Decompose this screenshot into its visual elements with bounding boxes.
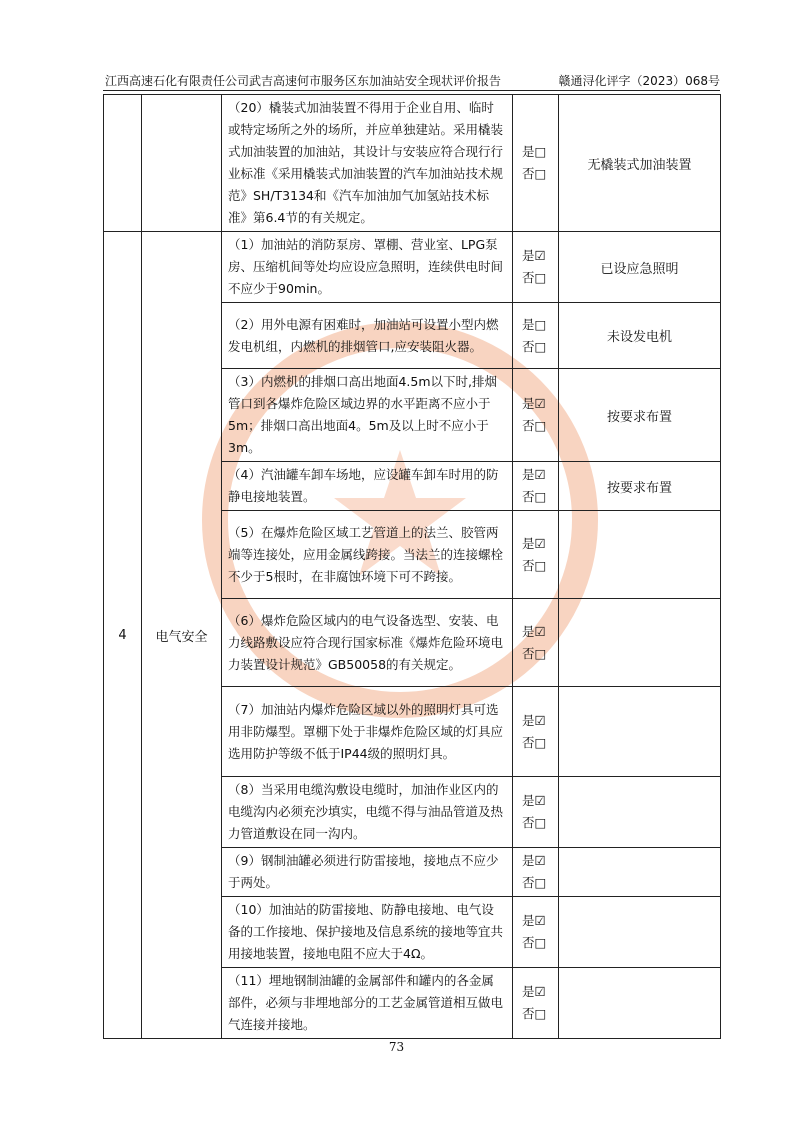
check-item-text: （2）用外电源有困难时，加油站可设置小型内燃发电机组，内燃机的排烟管口,应安装阻火器。 <box>222 303 513 369</box>
yes-option: 是☑ <box>522 248 546 263</box>
yes-no-checkbox <box>513 687 559 777</box>
result-cell: 无橇装式加油装置 <box>559 95 721 232</box>
page-number: 73 <box>388 1040 405 1054</box>
yes-option: 是☑ <box>522 535 546 551</box>
yes-no-checkbox <box>513 848 559 897</box>
table-row <box>104 95 721 232</box>
no-option: 否□ <box>522 875 547 890</box>
category-cell <box>142 95 222 232</box>
table-row <box>104 232 721 303</box>
check-item-text: （9）钢制油罐必须进行防雷接地，接地点不应少于两处。 <box>222 848 513 897</box>
check-item-text: （20）橇装式加油装置不得用于企业自用、临时或特定场所之外的场所，并应单独建站。采用橇装式加油装置的加油站，其设计与安装应符合现行行业标准《采用橇装式加油装置的汽车加油站技术规范》SH/T3134和《汽车加油加气加氢站技术标准》第6.4节的有关规定。 <box>222 95 513 232</box>
no-option: 否□ <box>522 1006 547 1021</box>
result-cell <box>559 848 721 897</box>
no-option: 否□ <box>522 734 547 750</box>
yes-no-checkbox <box>513 511 559 599</box>
yes-option: 是☑ <box>522 853 546 868</box>
page-header <box>103 70 720 91</box>
result-cell: 按要求布置 <box>559 369 721 462</box>
yes-option: 是☑ <box>522 396 546 411</box>
yes-no-checkbox <box>513 968 559 1039</box>
checklist-table <box>103 94 721 1039</box>
yes-option: 是□ <box>522 144 547 159</box>
yes-option: 是□ <box>522 316 547 332</box>
no-option: 否□ <box>522 270 547 285</box>
row-number-cell <box>104 95 142 232</box>
check-item-text: （4）汽油罐车卸车场地，应设罐车卸车时用的防静电接地装置。 <box>222 462 513 511</box>
yes-no-checkbox <box>513 777 559 848</box>
no-option: 否□ <box>522 935 547 950</box>
no-option: 否□ <box>522 166 547 181</box>
check-item-text: （5）在爆炸危险区域工艺管道上的法兰、胶管两端等连接处，应用金属线跨接。当法兰的连接螺栓不少于5根时，在非腐蚀环境下可不跨接。 <box>222 511 513 599</box>
check-item-text: （6）爆炸危险区域内的电气设备选型、安装、电力线路敷设应符合现行国家标准《爆炸危险环境电力装置设计规范》GB50058的有关规定。 <box>222 599 513 687</box>
no-option: 否□ <box>522 489 547 504</box>
result-cell: 按要求布置 <box>559 462 721 511</box>
yes-option: 是☑ <box>522 467 546 482</box>
yes-option: 是☑ <box>522 793 546 808</box>
result-cell <box>559 599 721 687</box>
section-category: 电气安全 <box>142 232 222 1039</box>
check-item-text: （11）埋地钢制油罐的金属部件和罐内的各金属部件，必须与非埋地部分的工艺金属管道相互做电气连接并接地。 <box>222 968 513 1039</box>
yes-no-checkbox <box>513 303 559 369</box>
check-item-text: （8）当采用电缆沟敷设电缆时，加油作业区内的电缆沟内必须充沙填实，电缆不得与油品管道及热力管道敷设在同一沟内。 <box>222 777 513 848</box>
yes-option: 是☑ <box>522 984 546 999</box>
yes-option: 是☑ <box>522 913 546 928</box>
report-title: 江西高速石化有限责任公司武吉高速何市服务区东加油站安全现状评价报告 <box>105 74 502 88</box>
check-item-text: （7）加油站内爆炸危险区域以外的照明灯具可选用非防爆型。罩棚下处于非爆炸危险区域的灯具应选用防护等级不低于IP44级的照明灯具。 <box>222 687 513 777</box>
no-option: 否□ <box>522 645 547 661</box>
check-item-text: （10）加油站的防雷接地、防静电接地、电气设备的工作接地、保护接地及信息系统的接地等宜共用接地装置，接地电阻不应大于4Ω。 <box>222 897 513 968</box>
result-cell: 已设应急照明 <box>559 232 721 303</box>
yes-no-checkbox <box>513 462 559 511</box>
result-cell <box>559 897 721 968</box>
yes-no-checkbox <box>513 897 559 968</box>
no-option: 否□ <box>522 418 547 433</box>
no-option: 否□ <box>522 815 547 830</box>
yes-no-checkbox <box>513 369 559 462</box>
result-cell <box>559 511 721 599</box>
section-number: 4 <box>104 232 142 1039</box>
yes-option: 是☑ <box>522 623 546 639</box>
result-cell <box>559 777 721 848</box>
yes-no-checkbox <box>513 599 559 687</box>
no-option: 否□ <box>522 557 547 573</box>
no-option: 否□ <box>522 338 547 354</box>
report-code: 赣通浔化评字（2023）068号 <box>558 74 720 88</box>
result-cell <box>559 968 721 1039</box>
check-item-text: （1）加油站的消防泵房、罩棚、营业室、LPG泵房、压缩机间等处均应设应急照明，连续供电时间不应少于90min。 <box>222 232 513 303</box>
check-item-text: （3）内燃机的排烟口高出地面4.5m以下时,排烟管口到各爆炸危险区域边界的水平距离不应小于5m；排烟口高出地面4。5m及以上时不应小于3m。 <box>222 369 513 462</box>
result-cell <box>559 687 721 777</box>
yes-no-checkbox <box>513 95 559 232</box>
yes-option: 是☑ <box>522 712 546 728</box>
result-cell: 未设发电机 <box>559 303 721 369</box>
yes-no-checkbox <box>513 232 559 303</box>
